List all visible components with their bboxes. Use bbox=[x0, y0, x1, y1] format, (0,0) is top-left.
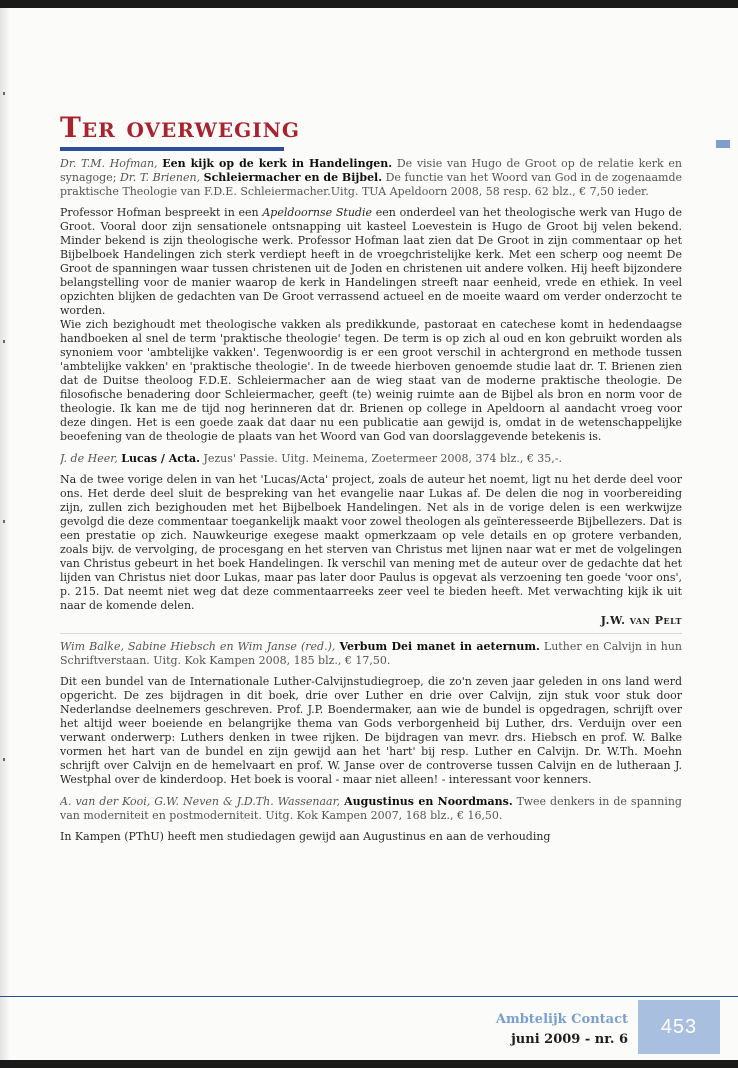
citation-details: Luther en Calvijn in hun Schriftverstaan. Uitg. Kok Kampen 2008, 185 blz., € 17,50. bbox=[60, 640, 682, 667]
review-balke bbox=[60, 640, 682, 787]
review-de-heer bbox=[60, 452, 682, 628]
section-divider bbox=[60, 633, 682, 634]
review-paragraph: Wie zich bezighoudt met theologische vakken als predikkunde, pastoraat en catechese komt in hedendaagse handboeken al snel de term 'praktische theologie' tegen. De term is op zich al oud en kon gebruikt worden als synoniem voor 'ambtelijke vakken'. Tegenwoordig is er een groot verschil in achtergrond en methode tussen 'ambtelijke vakken' en 'praktische theologie'. In de tweede hierboven genoemde studie laat dr. T. Brienen zien dat de Duitse theoloog F.D.E. Schleiermacher aan de wieg staat van de moderne praktische theologie. De filosofische benadering door Schleiermacher, geeft (te) weinig ruimte aan de Bijbel als bron en norm voor de theologie. Ik kan me de tijd nog herinneren dat dr. Brienen op college in Apeldoorn al aandacht vroeg voor deze dingen. Het is een goede zaak dat daar nu een publicatie aan gewijd is, omdat in de wetenschappelijke beoefening van de theologie de plaats van het Woord van God van doorslaggevende betekenis is. bbox=[60, 318, 682, 443]
citation-details: De functie van het Woord van God in de zogenaamde praktische Theologie van F.D.E. Schleiermacher.Uitg. TUA Apeldoorn 2008, 58 resp. 62 blz., € 7,50 ieder. bbox=[60, 171, 682, 198]
citation-title: Lucas / Acta. bbox=[121, 452, 200, 465]
page-number: 453 bbox=[660, 1015, 698, 1038]
review-citation bbox=[60, 157, 682, 199]
footer-journal-name: Ambtelijk Contact bbox=[495, 1012, 628, 1027]
citation-details: Jezus' Passie. Uitg. Meinema, Zoetermeer 2008, 374 blz., € 35,-. bbox=[203, 452, 563, 465]
paragraph-text: Professor Hofman bespreekt in een bbox=[60, 206, 259, 219]
review-paragraph: Na de twee vorige delen in van het 'Lucas/Acta' project, zoals de auteur het noemt, ligt nu het derde deel voor ons. Het derde deel sluit de bespreking van het evangelie naar Lukas af. De delen die nog in voorbereiding zijn, zullen zich bezighouden met het Bijbelboek Handelingen. Net als in de vorige delen is een werkwijze gevolgd die deze commentaar toegankelijk maakt voor zowel theologen als geïnteresseerde Bijbellezers. Dat is een prestatie op zich. Nauwkeurige exegese maakt opmerkzaam op vele details en op grotere verbanden, zoals bijv. de vervolging, de procesgang en het sterven van Christus met lijnen naar wat er met de volgelingen van Christus gebeurt in het boek Handelingen. Ik verschil van mening met de auteur over de gedachte dat het lijden van Christus niet door Lukas, maar pas later door Paulus is opgevat als verzoening ten goede 'voor ons', p. 215. Dat neemt niet weg dat deze commentaarreeks zeer veel te bieden heeft. Met verwachting kijk ik uit naar de komende delen. bbox=[60, 473, 682, 612]
citation-author: J. de Heer, bbox=[60, 452, 118, 465]
citation-details: Twee denkers in de spanning van moderniteit en postmoderniteit. Uitg. Kok Kampen 2007, 168 blz., € 16,50. bbox=[60, 795, 682, 822]
page-gutter-shadow bbox=[0, 8, 10, 1068]
scan-mark bbox=[3, 520, 5, 523]
citation-author: Wim Balke, Sabine Hiebsch en Wim Janse (red.), bbox=[60, 640, 336, 653]
citation-subtitle: De visie van Hugo de Groot op de relatie kerk en synagoge; bbox=[60, 157, 682, 184]
citation-author: A. van der Kooi, G.W. Neven & J.D.Th. Wassenaar, bbox=[60, 795, 341, 808]
title-underline bbox=[60, 147, 284, 151]
review-van-der-kooi bbox=[60, 795, 682, 844]
citation-title: Verbum Dei manet in aeternum. bbox=[339, 640, 540, 653]
review-paragraph: In Kampen (PThU) heeft men studiedagen gewijd aan Augustinus en aan de verhouding bbox=[60, 830, 551, 843]
section-tab-marker bbox=[716, 140, 730, 148]
top-border bbox=[0, 0, 738, 8]
page-number-box bbox=[638, 1000, 720, 1054]
scan-mark bbox=[3, 340, 5, 343]
article-body bbox=[60, 157, 682, 957]
citation-title: Augustinus en Noordmans. bbox=[344, 795, 513, 808]
page-title: Ter overweging bbox=[60, 111, 300, 144]
bottom-border bbox=[0, 1060, 738, 1068]
citation-author: Dr. T. Brienen, bbox=[119, 171, 201, 184]
paragraph-text: een onderdeel van het theologische werk van Hugo de Groot. Vooral door zijn sensationele ontsnapping uit kasteel Loevestein is Hugo de Groot bij velen bekend. Minder bekend is zijn theologische werk. Professor Hofman laat zien dat De Groot in zijn commentaar op het Bijbelboek Handelingen zich sterk verdiept heeft in de vroegchristelijke kerk. Met een scherp oog neemt De Groot de spanningen waar tussen christenen uit de Joden en christenen uit andere volken. Hij heeft bijzondere belangstelling voor de manier waarop de kerk in Handelingen streeft naar eenheid, vrede en ethiek. In veel opzichten blijken de gedachten van De Groot verrassend actueel en de moeite waard om verder onderzocht te worden. bbox=[60, 206, 682, 317]
citation-title: Schleiermacher en de Bijbel. bbox=[203, 171, 383, 184]
review-citation bbox=[60, 640, 682, 668]
citation-author: Dr. T.M. Hofman, bbox=[60, 157, 158, 170]
scan-mark bbox=[3, 92, 5, 95]
scan-mark bbox=[3, 758, 5, 761]
footer-issue: juni 2009 - nr. 6 bbox=[511, 1032, 628, 1047]
paragraph-emphasis: Apeldoornse Studie bbox=[262, 206, 372, 219]
footer-rule bbox=[0, 996, 738, 997]
reviewer-signature: J.W. van Pelt bbox=[600, 614, 682, 627]
citation-title: Een kijk op de kerk in Handelingen. bbox=[162, 157, 393, 170]
review-hofman-brienen bbox=[60, 157, 682, 444]
review-citation bbox=[60, 452, 682, 466]
review-paragraph: Dit een bundel van de Internationale Luther-Calvijnstudiegroep, die zo'n zeven jaar geleden in ons land werd opgericht. De zes bijdragen in dit boek, drie over Luther en drie over Calvijn, zijn stuk voor stuk door Nederlandse deelnemers geschreven. Prof. J.P. Boendermaker, aan wie de bundel is opgedragen, schrijft over het altijd weer boeiende en belangrijke thema van Gods verborgenheid bij Luther, drs. Verduijn over een verwant onderwerp: Luthers denken in twee rijken. De bijdragen van mevr. drs. Hiebsch en prof. W. Balke vormen het hart van de bundel en zijn gewijd aan het 'hart' bij resp. Luther en Calvijn. Dr. W.Th. Moehn schrijft over Calvijn en de hemelvaart en prof. W. Janse over de controverse tussen Calvijn en de lutheraan J. Westphal over de kinderdoop. Het boek is vooral - maar niet alleen! - interessant voor kenners. bbox=[60, 675, 682, 786]
review-paragraph bbox=[60, 206, 682, 318]
review-citation bbox=[60, 795, 682, 823]
